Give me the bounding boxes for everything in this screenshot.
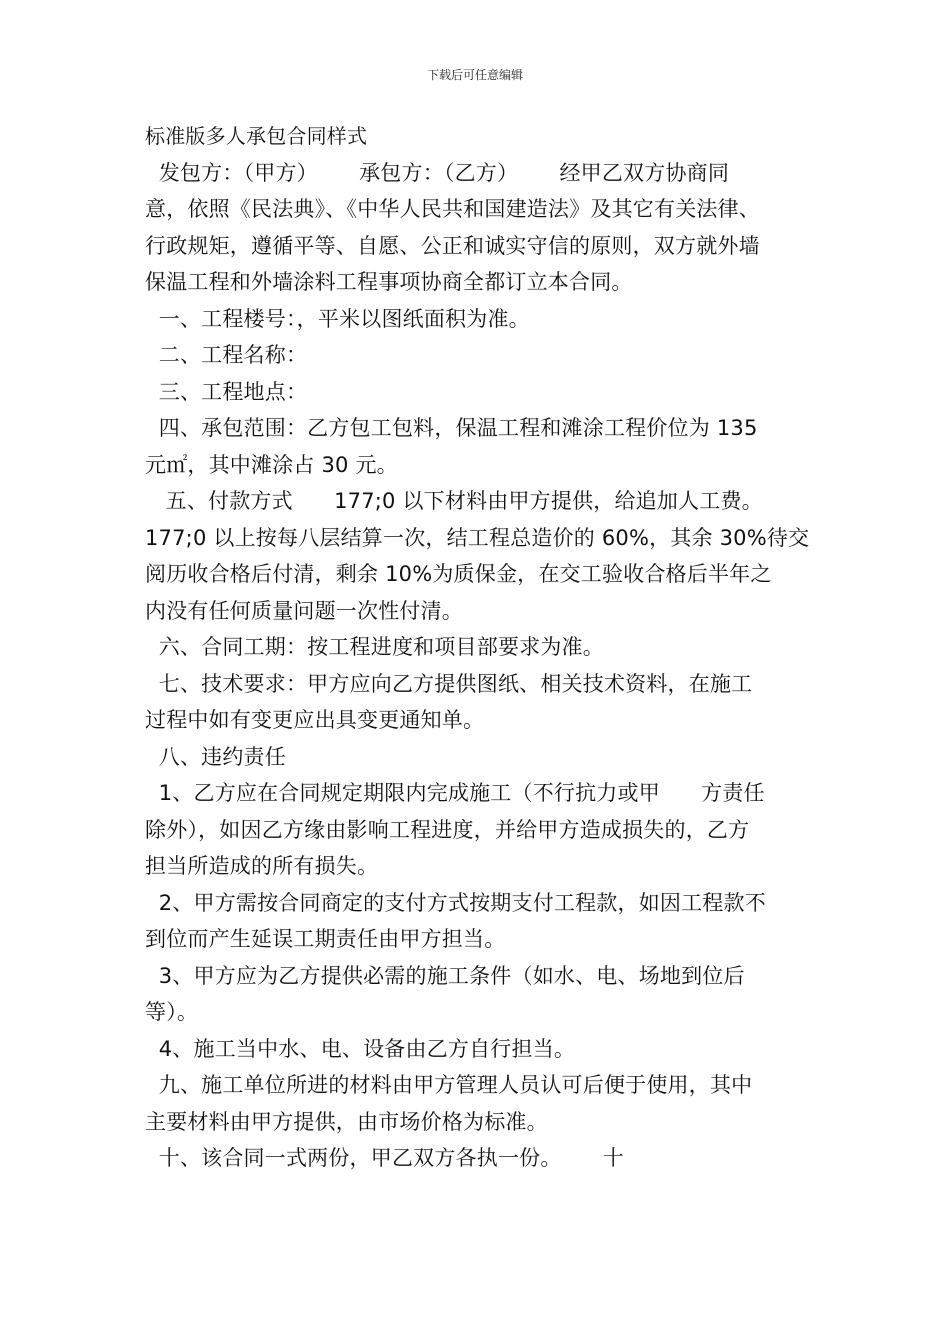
paragraph-line: 七、技术要求：甲方应向乙方提供图纸、相关技术资料，在施工 xyxy=(145,671,753,696)
paragraph-line: 五、付款方式 177;0 以下材料由甲方提供，给追加人工费。 xyxy=(145,489,763,513)
paragraph-line: 三、工程地点： xyxy=(145,379,308,404)
contract-body xyxy=(145,118,825,1177)
paragraph-line: 二、工程名称： xyxy=(145,343,308,367)
paragraph-line: 阅历收合格后付清，剩余 10%为质保金，在交工验收合格后半年之 xyxy=(145,562,772,586)
paragraph-line: 保温工程和外墙涂料工程事项协商全都订立本合同。 xyxy=(145,270,633,294)
paragraph-line: 八、违约责任 xyxy=(145,744,286,769)
paragraph-line: 1、乙方应在合同规定期限内完成施工（不行抗力或甲 方责任 xyxy=(145,781,765,805)
header-note: 下载后可任意编辑 xyxy=(426,68,523,82)
paragraph-line: 发包方：（甲方） 承包方：（乙方） 经甲乙双方协商同 xyxy=(145,160,730,185)
paragraph-line: 4、施工当中水、电、设备由乙方自行担当。 xyxy=(145,1036,576,1061)
document-title: 标准版多人承包合同样式 xyxy=(145,124,368,148)
paragraph-line: 十、该合同一式两份，甲乙双方各执一份。 十 xyxy=(145,1146,625,1170)
paragraph-line: 2、甲方需按合同商定的支付方式按期支付工程款，如因工程款不 xyxy=(145,890,766,915)
paragraph-line: 担当所造成的所有损失。 xyxy=(145,854,379,878)
paragraph-line: 元㎡，其中滩涂占 30 元。 xyxy=(145,452,398,477)
paragraph-line: 内没有任何质量问题一次性付清。 xyxy=(145,598,463,623)
paragraph-line: 行政规矩，遵循平等、自愿、公正和诚实守信的原则，双方就外墙 xyxy=(145,233,760,258)
paragraph-line: 一、工程楼号：，平米以图纸面积为准。 xyxy=(145,306,530,331)
paragraph-line: 过程中如有变更应出具变更通知单。 xyxy=(145,708,485,732)
paragraph-line: 除外），如因乙方缘由影响工程进度，并给甲方造成损失的，乙方 xyxy=(145,817,750,842)
paragraph-line: 等）。 xyxy=(145,1000,199,1024)
paragraph-line: 3、甲方应为乙方提供必需的施工条件（如水、电、场地到位后 xyxy=(145,963,745,988)
paragraph-line: 六、合同工期：按工程进度和项目部要求为准。 xyxy=(145,635,604,659)
paragraph-line: 主要材料由甲方提供，由市场价格为标准。 xyxy=(145,1109,548,1134)
paragraph-line: 意，依照《民法典》、《中华人民共和国建造法》及其它有关法律、 xyxy=(145,197,760,221)
paragraph-line: 九、施工单位所进的材料由甲方管理人员认可后便于使用，其中 xyxy=(145,1073,753,1097)
paragraph-line: 到位而产生延误工期责任由甲方担当。 xyxy=(145,927,506,951)
paragraph-line: 177;0 以上按每八层结算一次，结工程总造价的 60%，其余 30%待交 xyxy=(145,525,810,550)
paragraph-line: 四、承包范围：乙方包工包料，保温工程和滩涂工程价位为 135 xyxy=(145,416,758,440)
